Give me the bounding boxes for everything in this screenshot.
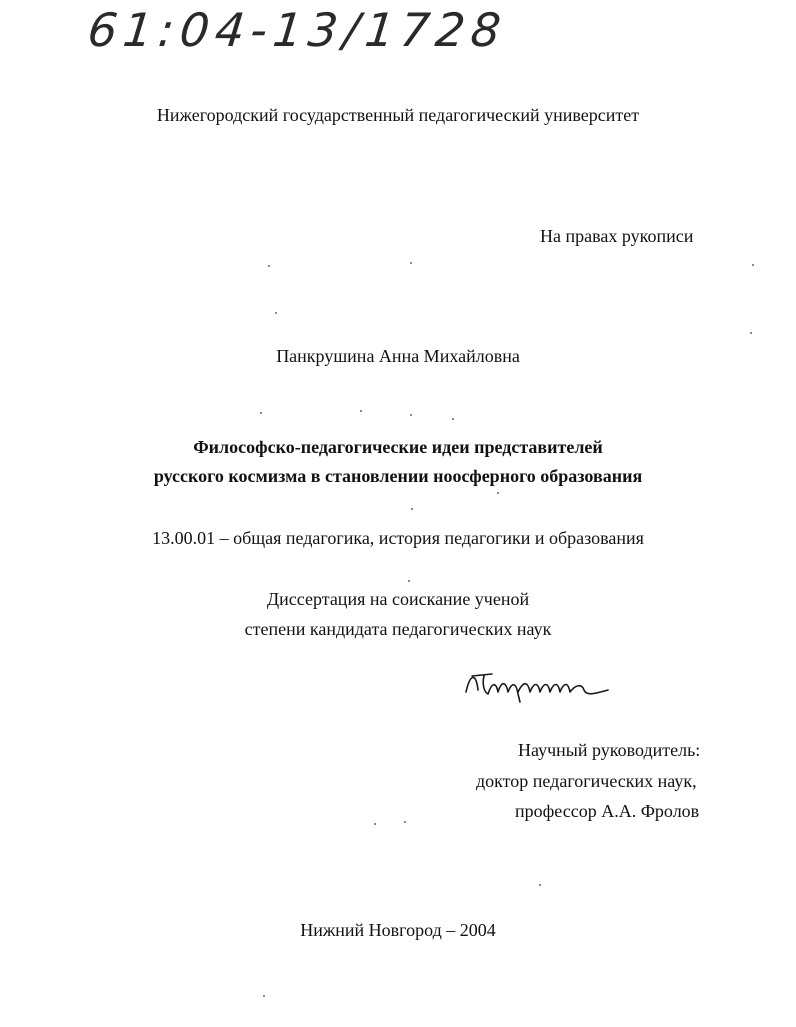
scan-speck [750, 332, 752, 334]
dissertation-degree-line-1: Диссертация на соискание ученой [266, 589, 530, 609]
scan-speck [752, 264, 754, 266]
supervisor-name: профессор А.А. Фролов [515, 801, 700, 821]
manuscript-rights: На правах рукописи [540, 226, 694, 246]
scan-speck [539, 884, 541, 886]
specialty-code: 13.00.01 – общая педагогика, история педагогики и образования [152, 528, 644, 548]
scan-speck [408, 580, 410, 582]
dissertation-title-line-1: Философско-педагогические идеи представителей [193, 437, 603, 457]
dissertation-title-line-2: русского космизма в становлении ноосферного образования [153, 466, 643, 486]
scan-speck [275, 312, 277, 314]
scan-speck [497, 492, 499, 494]
author-signature [462, 668, 612, 708]
scan-speck [374, 823, 376, 825]
scan-speck [411, 508, 413, 510]
scan-speck [410, 414, 412, 416]
city-year: Нижний Новгород – 2004 [300, 920, 496, 940]
scan-speck [410, 262, 412, 264]
supervisor-degree: доктор педагогических наук, [476, 771, 697, 791]
university-name: Нижегородский государственный педагогический университет [156, 105, 640, 125]
dissertation-degree-line-2: степени кандидата педагогических наук [244, 619, 552, 639]
scan-speck [263, 995, 265, 997]
scan-speck [260, 412, 262, 414]
scan-speck [268, 265, 270, 267]
scan-speck [404, 821, 406, 823]
supervisor-label: Научный руководитель: [518, 740, 701, 760]
scan-speck [360, 410, 362, 412]
scan-speck [452, 418, 454, 420]
author-name: Панкрушина Анна Михайловна [276, 346, 520, 366]
archive-number-handwritten: 61:04-13/1728 [85, 3, 510, 57]
